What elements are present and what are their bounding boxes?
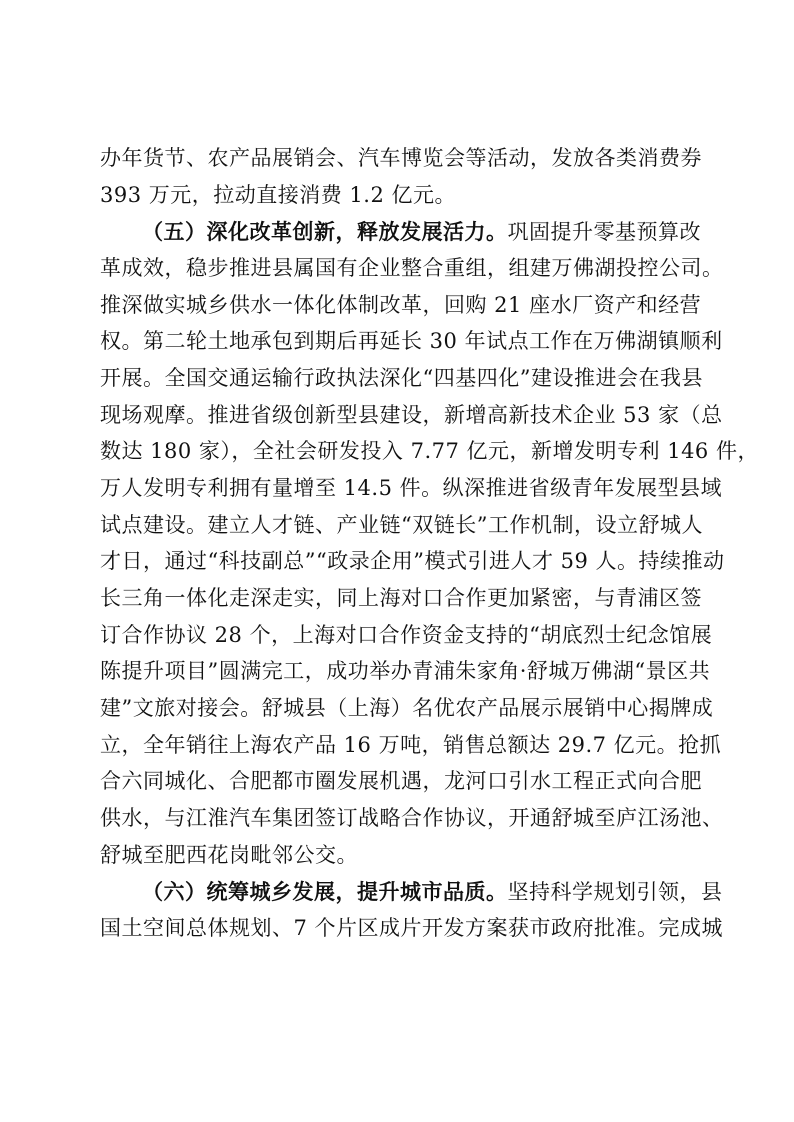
body-text-line: 供水，与江淮汽车集团签订战略合作协议，开通舒城至庐江汤池、 xyxy=(100,806,724,831)
section-heading: （五）深化改革创新，释放发展活力。 xyxy=(142,219,508,245)
body-text-line: 舒城至肥西花岗毗邻公交。 xyxy=(100,842,358,867)
body-text-line: 权。第二轮土地承包到期后再延长 30 年试点工作在万佛湖镇顺利 xyxy=(100,329,723,354)
body-text-line: 建”文旅对接会。舒城县（上海）名优农产品展示展销中心揭牌成 xyxy=(100,696,714,721)
body-text-line: 数达 180 家），全社会研发投入 7.77 亿元，新增发明专利 146 件， xyxy=(100,439,759,464)
body-text-line: 现场观摩。推进省级创新型县建设，新增高新技术企业 53 家（总 xyxy=(100,402,723,427)
body-text-line: 革成效，稳步推进县属国有企业整合重组，组建万佛湖投控公司。 xyxy=(100,256,724,281)
body-text-line: 万人发明专利拥有量增至 14.5 件。纵深推进省级青年发展型县域 xyxy=(100,476,723,501)
section-heading: （六）统筹城乡发展，提升城市品质。 xyxy=(142,879,508,905)
body-text-line: 长三角一体化走深走实，同上海对口合作更加紧密，与青浦区签 xyxy=(100,586,702,611)
body-text-line: 合六同城化、合肥都市圈发展机遇，龙河口引水工程正式向合肥 xyxy=(100,769,702,794)
body-text: 巩固提升零基预算改 xyxy=(507,220,701,245)
body-text-line: 推深做实城乡供水一体化体制改革，回购 21 座水厂资产和经营 xyxy=(100,292,702,317)
body-text-line: 订合作协议 28 个，上海对口合作资金支持的“胡底烈士纪念馆展 xyxy=(100,622,713,647)
body-text-line: 立，全年销往上海农产品 16 万吨，销售总额达 29.7 亿元。抢抓 xyxy=(100,732,722,757)
body-text-line: 才日，通过“科技副总”“政录企用”模式引进人才 59 人。持续推动 xyxy=(100,549,725,574)
body-text-line: 试点建设。建立人才链、产业链“双链长”工作机制，设立舒城人 xyxy=(100,512,703,537)
body-text: 坚持科学规划引领，县 xyxy=(507,880,723,905)
body-text-line: 陈提升项目”圆满完工，成功举办青浦朱家角·舒城万佛湖“景区共 xyxy=(100,659,711,684)
body-text-line: 393 万元，拉动直接消费 1.2 亿元。 xyxy=(100,182,457,207)
body-text-line: 办年货节、农产品展销会、汽车博览会等活动，发放各类消费券 xyxy=(100,146,702,170)
paragraph-first-line xyxy=(100,216,701,247)
body-text-line: 国土空间总体规划、7 个片区成片开发方案获市政府批准。完成城 xyxy=(100,916,724,941)
document-body xyxy=(100,143,759,950)
body-text-line: 开展。全国交通运输行政执法深化“四基四化”建设推进会在我县 xyxy=(100,366,703,391)
paragraph-first-line xyxy=(100,876,723,907)
